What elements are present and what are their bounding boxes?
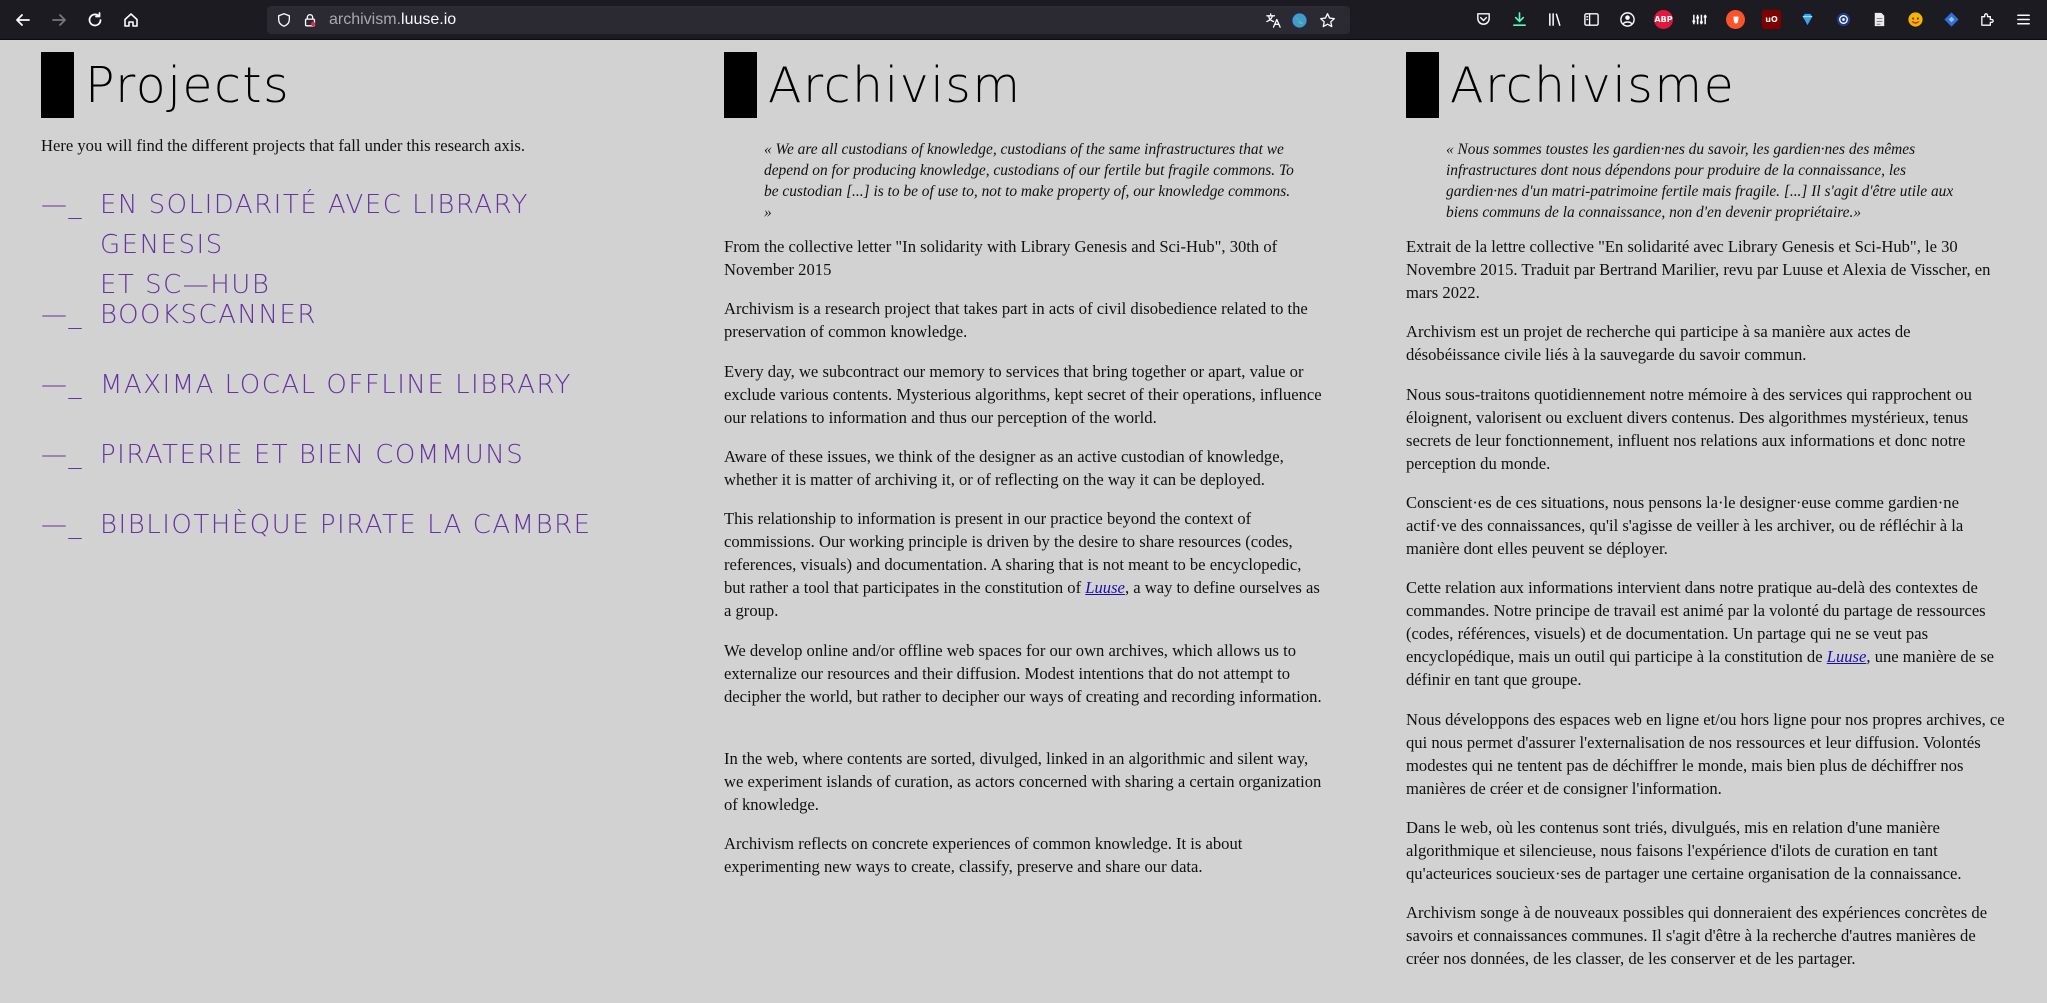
shield-icon[interactable] bbox=[275, 11, 293, 29]
account-icon[interactable] bbox=[1618, 10, 1637, 29]
globe-extension-icon[interactable] bbox=[1290, 11, 1308, 29]
forward-button[interactable] bbox=[46, 8, 72, 32]
project-name-line2: ET SC—HUB bbox=[100, 270, 271, 300]
library-icon[interactable] bbox=[1546, 10, 1565, 29]
paragraph-text: Cette relation aux informations intervient dans notre pratique au-delà des contextes de commandes. Notre principe de travail est animé par la volonté du partage de ressources (codes, références, visuels) et de documentation. Un partage qui ne se veut pas encyclopédique, mais un outil qui participe à la constitution de bbox=[1406, 578, 1986, 666]
dash-marker: —_ bbox=[41, 190, 83, 220]
projects-title: Projects bbox=[85, 56, 291, 114]
paragraph-text: This relationship to information is present in our practice beyond the context of commissions. Our working principle is driven by the desire to share resources (codes, references, visuals) and documentation. A sharing that is not meant to be encyclopedic, but rather a tool that participates in the constitution of bbox=[724, 509, 1302, 597]
archivisme-paragraph-2: Archivism est un projet de recherche qui participe à sa manière aux actes de désobéissance civile liés à la sauvegarde du savoir commun. bbox=[1406, 322, 1911, 364]
back-button[interactable] bbox=[10, 8, 36, 32]
home-button[interactable] bbox=[118, 8, 144, 32]
project-name: BIBLIOTHÈQUE PIRATE LA CAMBRE bbox=[100, 510, 592, 540]
sidebar-icon[interactable] bbox=[1582, 10, 1601, 29]
emoji-icon[interactable] bbox=[1906, 10, 1925, 29]
diamond-icon[interactable] bbox=[1942, 10, 1961, 29]
reload-icon bbox=[86, 11, 104, 29]
reload-button[interactable] bbox=[82, 8, 108, 32]
title-block bbox=[1406, 52, 1439, 118]
pocket-icon[interactable] bbox=[1474, 10, 1493, 29]
project-name bbox=[100, 185, 640, 305]
page-content bbox=[0, 40, 2047, 1003]
archivism-paragraph-4: Aware of these issues, we think of the designer as an active custodian of knowledge, whether it is matter of archiving it, or of reflecting on the way it can be deployed. bbox=[724, 447, 1284, 489]
brave-icon[interactable] bbox=[1726, 10, 1745, 29]
archivism-paragraph-6: We develop online and/or offline web spaces for our own archives, which allows us to externalize our resources and their diffusion. Modest intentions that do not attempt to decipher the world, but rather to decipher our ways of creating and recording information. bbox=[724, 641, 1322, 706]
archivism-quote: « We are all custodians of knowledge, custodians of the same infrastructures that we depend on for producing knowledge, custodians of our fertile but fragile commons. To be custodian [...] is to be of use to, not to make property of, our knowledge commons. » bbox=[764, 141, 1294, 221]
archivisme-paragraph-3: Nous sous-traitons quotidiennement notre mémoire à des services qui rapprochent ou éloignent, valorisent ou excluent divers contenus. Des algorithmes mystérieux, tenus secrets de leur fonctionnement, influent nos relations aux informations et donc notre perception du monde. bbox=[1406, 385, 1972, 473]
archivisme-paragraph-5 bbox=[1406, 576, 2006, 691]
project-name: PIRATERIE ET BIEN COMMUNS bbox=[100, 440, 525, 470]
ublock-label: uO bbox=[1765, 15, 1778, 24]
archivisme-paragraph-6: Nous développons des espaces web en ligne et/ou hors ligne pour nos propres archives, ce qui nous permet d'assurer l'externalisation de nos ressources et leur diffusion. Volontés modestes qui ne tentent pas de déchiffrer le monde, mais bien plus de déchiffrer nos manières de créer et de consigner l'information. bbox=[1406, 710, 2005, 798]
dash-marker: —_ bbox=[41, 510, 83, 540]
archivisme-heading bbox=[1406, 52, 1735, 118]
menu-icon[interactable] bbox=[2014, 10, 2033, 29]
arrow-left-icon bbox=[14, 11, 32, 29]
project-link-piraterie[interactable] bbox=[41, 435, 641, 475]
title-block bbox=[724, 52, 757, 118]
url-prefix: archivism. bbox=[329, 11, 402, 28]
archivism-paragraph-8: Archivism reflects on concrete experiences of common knowledge. It is about experimenting new ways to create, classify, preserve and share our data. bbox=[724, 834, 1243, 876]
dash-marker: —_ bbox=[41, 370, 83, 400]
archivism-paragraph-1: From the collective letter "In solidarity with Library Genesis and Sci-Hub", 30th of November 2015 bbox=[724, 237, 1278, 279]
archivisme-paragraph-7: Dans le web, où les contenus sont triés, divulgués, mis en relation d'une manière algorithmique et silencieuse, nous faisons l'expérience d'ilots de curation en tant qu'acteurices soucieux·ses de partager une certaine organisation de la connaissance. bbox=[1406, 818, 1962, 883]
dash-marker: —_ bbox=[41, 440, 83, 470]
address-bar[interactable] bbox=[267, 6, 1350, 34]
title-block bbox=[41, 52, 74, 118]
archivism-title: Archivism bbox=[768, 56, 1022, 114]
archivisme-title: Archivisme bbox=[1450, 56, 1736, 114]
project-name: BOOKSCANNER bbox=[100, 300, 317, 330]
url-domain: luuse.io bbox=[401, 11, 457, 28]
archivisme-quote: « Nous sommes toustes les gardien·nes du savoir, les gardien·nes des mêmes infrastructures dont nous dépendons pour produire de la connaissance, les gardien·nes d'un matri-patrimoine fertile mais fragile. [...] Il s'agit d'être utile aux biens communs de la connaissance, non d'en devenir propriétaire.» bbox=[1446, 141, 1954, 221]
star-icon[interactable] bbox=[1318, 11, 1336, 29]
puzzle-icon[interactable] bbox=[1978, 10, 1997, 29]
luuse-link[interactable]: Luuse bbox=[1085, 578, 1125, 597]
equalizer-icon[interactable] bbox=[1690, 10, 1709, 29]
target-icon[interactable] bbox=[1834, 10, 1853, 29]
ublock-icon[interactable] bbox=[1762, 10, 1781, 29]
dash-marker: —_ bbox=[41, 300, 83, 330]
archivisme-paragraph-8: Archivism songe à de nouveaux possibles qui donneraient des expériences concrètes de savoirs et connaissances communes. Il s'agit d'être à la recherche d'autres manières de créer nos données, de les classer, de les conserver et de les partager. bbox=[1406, 903, 1988, 968]
lock-icon[interactable] bbox=[301, 11, 319, 29]
projects-intro: Here you will find the different projects that fall under this research axis. bbox=[41, 136, 525, 155]
project-link-maxima[interactable] bbox=[41, 365, 641, 405]
projects-heading bbox=[41, 52, 290, 118]
gem-icon[interactable] bbox=[1798, 10, 1817, 29]
archivisme-paragraph-1: Extrait de la lettre collective "En solidarité avec Library Genesis et Sci-Hub", le 30 Novembre 2015. Traduit par Bertrand Marilier, revu par Luuse et Alexia de Visscher, en mars 2022. bbox=[1406, 237, 1991, 302]
translate-icon[interactable] bbox=[1264, 11, 1282, 29]
adblock-label: ABP bbox=[1654, 15, 1673, 24]
luuse-link[interactable]: Luuse bbox=[1826, 647, 1867, 666]
archivisme-paragraph-4: Conscient·es de ces situations, nous pensons la·le designer·euse comme gardien·ne actif·ve des connaissances, qu'il s'agisse de veiller à les archiver, ou de réfléchir à la manière dont elles peuvent se déployer. bbox=[1406, 493, 1964, 558]
project-link-library-genesis[interactable] bbox=[41, 185, 641, 300]
home-icon bbox=[122, 11, 140, 29]
arrow-right-icon bbox=[50, 11, 68, 29]
project-link-la-cambre[interactable] bbox=[41, 505, 641, 545]
url-text[interactable] bbox=[329, 10, 456, 30]
document-icon[interactable] bbox=[1870, 10, 1889, 29]
archivism-paragraph-7: In the web, where contents are sorted, divulged, linked in an algorithmic and silent way, we experiment islands of curation, as actors concerned with sharing a certain organization of knowledge. bbox=[724, 749, 1322, 814]
project-name-line1: EN SOLIDARITÉ AVEC LIBRARY GENESIS bbox=[100, 190, 529, 260]
paragraph-text: , a way to define ourselves as a group. bbox=[724, 578, 1320, 620]
archivism-paragraph-2: Archivism is a research project that takes part in acts of civil disobedience related to the preservation of common knowledge. bbox=[724, 299, 1308, 341]
browser-toolbar bbox=[0, 0, 2047, 40]
project-link-bookscanner[interactable] bbox=[41, 295, 641, 335]
download-icon[interactable] bbox=[1510, 10, 1529, 29]
project-name: MAXIMA LOCAL OFFLINE LIBRARY bbox=[100, 370, 572, 400]
archivism-paragraph-5 bbox=[724, 507, 1324, 622]
archivism-heading bbox=[724, 52, 1022, 118]
archivism-paragraph-3: Every day, we subcontract our memory to services that bring together or apart, value or exclude various contents. Mysterious algorithms, kept secret of their operations, influence our relations to information and thus our perception of the world. bbox=[724, 362, 1322, 427]
adblock-icon[interactable] bbox=[1654, 10, 1673, 29]
paragraph-text: , une manière de se définir en tant que groupe. bbox=[1406, 647, 1995, 689]
